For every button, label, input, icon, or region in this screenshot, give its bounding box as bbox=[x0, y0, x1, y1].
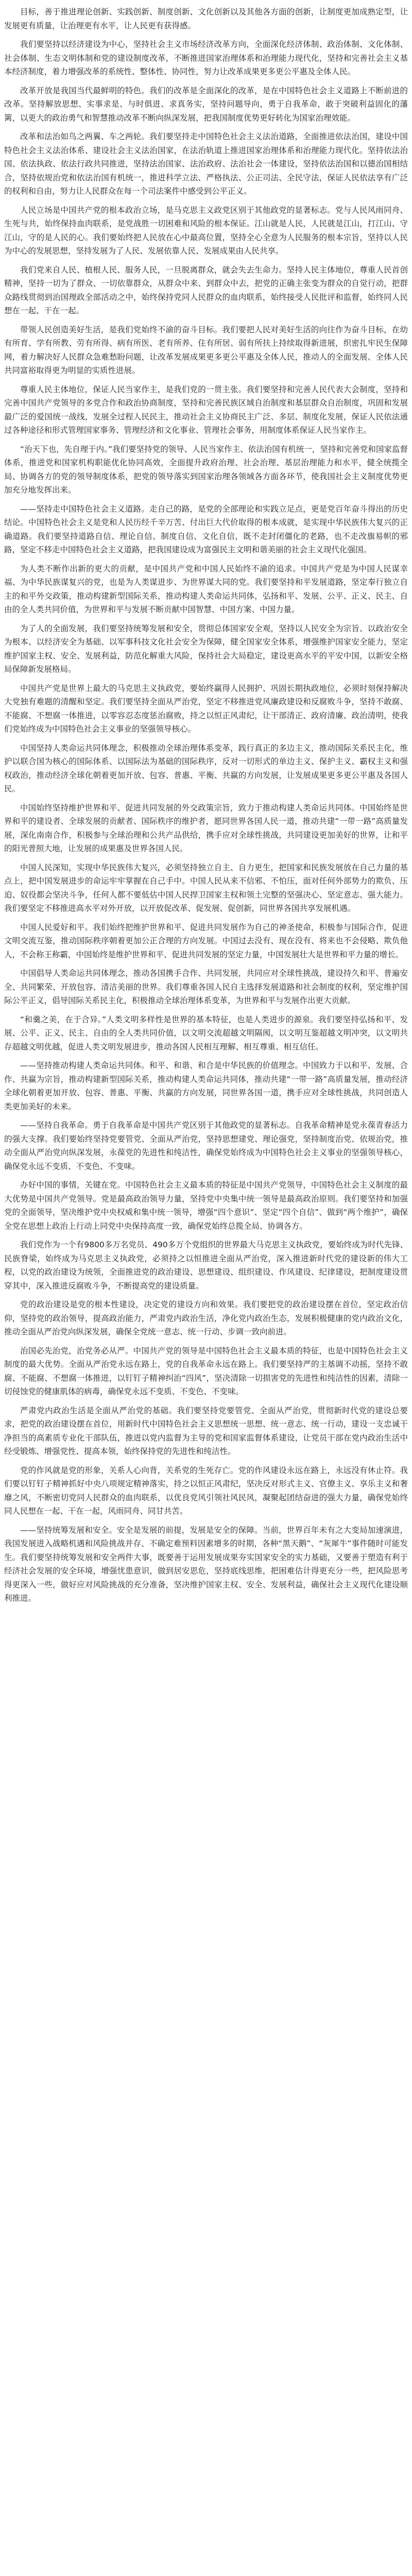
article-paragraph: 人民立场是中国共产党的根本政治立场，是马克思主义政党区别于其他政党的显著标志。党与人民风雨同舟、生死与共，始终保持血肉联系，是党战胜一切困难和风险的根本保证。江山就是人民，人民就是江山，打江山、守江山，守的是人民的心。我们要始终把人民放在心中最高位置，坚持全心全意为人民服务的根本宗旨，坚持以人民为中心的发展思想，坚持发展为了人民、发展依靠人民、发展成果由人民共享。 bbox=[4, 205, 408, 256]
article-paragraph: 中国始终坚持维护世界和平、促进共同发展的外交政策宗旨，致力于推动构建人类命运共同体。中国始终是世界和平的建设者、全球发展的贡献者、国际秩序的维护者，愿同世界各国人民一道，推动共建“一带一路”高质量发展，深化南南合作，积极参与全球治理和公共产品供给，携手应对全球性挑战，共同建设更加美好的世界，让和平的阳光普照大地，让发展的成果惠及世界各国人民。 bbox=[4, 803, 408, 853]
article-paragraph: ——坚持走中国特色社会主义道路。走自己的路，是党的全部理论和实践立足点，更是党百年奋斗得出的历史结论。中国特色社会主义是党和人民历经千辛万苦、付出巨大代价取得的根本成就，是实现中华民族伟大复兴的正确道路。我们要坚持道路自信、理论自信、制度自信、文化自信，既不走封闭僵化的老路，也不走改旗易帜的邪路，坚定不移走中国特色社会主义道路，把我国建设成为富强民主文明和谐美丽的社会主义现代化强国。 bbox=[4, 504, 408, 554]
article-paragraph: 党的作风就是党的形象，关系人心向背，关系党的生死存亡。党的作风建设永远在路上，永远没有休止符。我们要以钉钉子精神抓好中央八项规定精神落实，持之以恒正风肃纪，坚决反对形式主义、官僚主义、享乐主义和奢靡之风，不断密切党同人民群众的血肉联系，以优良党风引领社风民风，凝聚起团结奋进的强大力量，确保党始终同人民想在一起、干在一起，风雨同舟、同甘共苦。 bbox=[4, 1465, 408, 1516]
article-paragraph: 我们党作为一个有9800多万名党员、490多万个党组织的世界最大马克思主义执政党，要始终成为时代先锋、民族脊梁，始终成为马克思主义执政党，必须持之以恒推进全面从严治党，深入推进新时代党的建设新的伟大工程，以党的政治建设为统领，全面推进党的政治建设、思想建设、组织建设、作风建设、纪律建设，把制度建设贯穿其中，深入推进反腐败斗争，不断提高党的建设质量。 bbox=[4, 1240, 408, 1291]
article-paragraph: 中国倡导人类命运共同体理念，推动各国携手合作、共同发展，共同应对全球性挑战，建设持久和平、普遍安全、共同繁荣、开放包容、清洁美丽的世界。我们尊重各国人民自主选择发展道路和社会制度的权利，坚定维护国际公平正义，倡导国际关系民主化，积极推动全球治理体系变革，为世界和平与发展作出更大贡献。 bbox=[4, 969, 408, 1005]
article-paragraph: 我们党来自人民、植根人民、服务人民，一旦脱离群众，就会失去生命力。坚持人民主体地位，尊重人民首创精神，坚持一切为了群众、一切依靠群众，从群众中来、到群众中去，把党的正确主张变为群众的自觉行动，把群众路线贯彻到治国理政全部活动之中，始终保持党同人民群众的血肉联系，始终接受人民批评和监督，始终同人民想在一起、干在一起。 bbox=[4, 265, 408, 315]
article-paragraph: 中国人民爱好和平。我们始终把维护世界和平、促进共同发展作为自己的神圣使命，积极参与国际合作，促进文明交流互鉴，推动国际秩序朝着更加公正合理的方向发展。中国过去没有、现在没有、将来也不会侵略、欺负他人，不会称王称霸，中国始终是维护世界和平、促进共同发展的坚定力量，中国发展壮大是世界和平力量的增长。 bbox=[4, 922, 408, 959]
article-paragraph: 治国必先治党，治党务必从严。中国共产党的领导是中国特色社会主义最本质的特征，也是中国特色社会主义制度的最大优势。全面从严治党永远在路上，党的自我革命永远在路上。我们要坚持严的主基调不动摇，坚持不敢腐、不能腐、不想腐一体推进，以钉钉子精神纠治“四风”，坚决清除一切损害党的先进性和纯洁性的因素，清除一切侵蚀党的健康肌体的病毒，确保党永远不变质、不变色、不变味。 bbox=[4, 1346, 408, 1396]
article-paragraph: ——坚持推动构建人类命运共同体。和平、和谐、和合是中华民族的价值理念。中国致力于以和平、发展、合作、共赢为宗旨，推动构建新型国际关系，推动构建人类命运共同体，推动共建“一带一路”高质量发展，推动经济全球化朝着更加开放、包容、普惠、平衡、共赢的方向发展，同世界各国一道，携手应对全球性挑战，共同创造人类更加美好的未来。 bbox=[4, 1061, 408, 1111]
article-paragraph: ——坚持自我革命。勇于自我革命是中国共产党区别于其他政党的显著标志。自我革命精神是党永葆青春活力的强大支撑。我们要始终坚持党要管党、全面从严治党，坚持思想建党、理论强党，坚持制度治党、依规治党，推动全面从严治党向纵深发展，永葆党的先进性和纯洁性，确保党始终成为中国特色社会主义事业的坚强领导核心，确保党永远不变质、不变色、不变味。 bbox=[4, 1121, 408, 1171]
article-paragraph: 中国坚持人类命运共同体理念，积极推动全球治理体系变革，践行真正的多边主义，推动国际关系民主化，维护以联合国为核心的国际体系、以国际法为基础的国际秩序，反对一切形式的单边主义、保护主义、霸权主义和强权政治，推动经济全球化朝着更加开放、包容、普惠、平衡、共赢的方向发展，让发展成果更多更公平惠及各国人民。 bbox=[4, 743, 408, 793]
article-paragraph: 尊重人民主体地位，保证人民当家作主，是我们党的一贯主张。我们要坚持和完善人民代表大会制度，坚持和完善中国共产党领导的多党合作和政治协商制度，坚持和完善民族区域自治制度和基层群众自治制度，巩固和发展最广泛的爱国统一战线，发展全过程人民民主，推动社会主义协商民主广泛、多层、制度化发展，保证人民依法通过各种途径和形式管理国家事务、管理经济和文化事业、管理社会事务，用制度体系保证人民当家作主。 bbox=[4, 384, 408, 435]
article-paragraph: 为人类不断作出新的更大的贡献，是中国共产党和中国人民始终不渝的追求。中国共产党是为中国人民谋幸福、为中华民族谋复兴的党，也是为人类谋进步、为世界谋大同的党。我们要坚持和平发展道路，坚定奉行独立自主的和平外交政策，推动构建新型国际关系，推动构建人类命运共同体，弘扬和平、发展、公平、正义、民主、自由的全人类共同价值，为世界和平与发展不断贡献中国智慧、中国方案、中国力量。 bbox=[4, 564, 408, 614]
article-paragraph: 改革开放是我国当代最鲜明的特色。我们的改革是全面深化的改革，是在中国特色社会主义道路上不断前进的改革。坚持解放思想、实事求是、与时俱进、求真务实，坚持问题导向，勇于自我革命，敢于突破利益固化的藩篱，以更大的政治勇气和智慧推动改革不断向纵深发展，把我国制度优势更好转化为国家治理效能。 bbox=[4, 86, 408, 123]
article-paragraph: “和羹之美，在于合异。”人类文明多样性是世界的基本特征，也是人类进步的源泉。我们要坚持弘扬和平、发展、公平、正义、民主、自由的全人类共同价值，以文明交流超越文明隔阂，以文明互鉴超越文明冲突，以文明共存超越文明优越，促进人类文明发展进步，推动各国人民相互理解、相互尊重、相互信任。 bbox=[4, 1014, 408, 1052]
article-paragraph: 目标，善于推进理论创新、实践创新、制度创新、文化创新以及其他各方面的创新，让制度更加成熟定型，让发展更有质量，让治理更有水平，让人民更有获得感。 bbox=[4, 7, 408, 30]
article-paragraph: 办好中国的事情，关键在党。中国特色社会主义最本质的特征是中国共产党领导，中国特色社会主义制度的最大优势是中国共产党领导。党是最高政治领导力量，坚持党中央集中统一领导是最高政治原则。我们要坚持和加强党的全面领导，坚决维护党中央权威和集中统一领导，增强“四个意识”、坚定“四个自信”、做到“两个维护”，确保全党在思想上政治上行动上同党中央保持高度一致，确保党始终总揽全局、协调各方。 bbox=[4, 1180, 408, 1231]
article-paragraph: 党的政治建设是党的根本性建设，决定党的建设方向和效果。我们要把党的政治建设摆在首位，坚定政治信仰，坚持党的政治领导，提高政治能力，严肃党内政治生活，净化党内政治生态，发展积极健康的党内政治文化，推动全面从严治党向纵深发展，确保全党统一意志、统一行动、步调一致向前进。 bbox=[4, 1300, 408, 1336]
article-paragraph: 中国共产党是世界上最大的马克思主义执政党，要始终赢得人民拥护、巩固长期执政地位，必须时刻保持解决大党独有难题的清醒和坚定。我们要坚持全面从严治党，坚定不移推进党风廉政建设和反腐败斗争，坚持不敢腐、不能腐、不想腐一体推进，以零容忍态度惩治腐败，持之以恒正风肃纪，让干部清正、政府清廉、政治清明，使我们党始终成为中国特色社会主义事业的坚强领导核心。 bbox=[4, 683, 408, 734]
article-paragraph: 改革和法治如鸟之两翼、车之两轮。我们要坚持走中国特色社会主义法治道路，全面推进依法治国，建设中国特色社会主义法治体系、建设社会主义法治国家，在法治轨道上推进国家治理体系和治理能力现代化。坚持依法治国、依法执政、依法行政共同推进，坚持法治国家、法治政府、法治社会一体建设，坚持依法治国和以德治国相结合，坚持依规治党和依法治国有机统一，推进科学立法、严格执法、公正司法、全民守法，保证人民依法享有广泛的权利和自由，努力让人民群众在每一个司法案件中感受到公平正义。 bbox=[4, 132, 408, 196]
article-paragraph: 带领人民创造美好生活，是我们党始终不渝的奋斗目标。我们要把人民对美好生活的向往作为奋斗目标，在幼有所育、学有所教、劳有所得、病有所医、老有所养、住有所居、弱有所扶上持续取得新进展，织密扎牢民生保障网，着力解决好人民群众急难愁盼问题，让改革发展成果更多更公平惠及全体人民，推动人的全面发展、全体人民共同富裕取得更为明显的实质性进展。 bbox=[4, 325, 408, 375]
article-paragraph: 我们要坚持以经济建设为中心，坚持社会主义市场经济改革方向，全面深化经济体制、政治体制、文化体制、社会体制、生态文明体制和党的建设制度改革，不断推进国家治理体系和治理能力现代化，坚持和完善社会主义基本经济制度，着力增强改革的系统性、整体性、协同性，努力让改革成果更多更公平惠及全体人民。 bbox=[4, 40, 408, 76]
article-paragraph: “治天下也，先自理于内。”我们要坚持党的领导、人民当家作主、依法治国有机统一，坚持和完善党和国家监督体系，推进党和国家机构职能优化协同高效，全面提升政府治理、社会治理、基层治理能力和水平，健全统揽全局、协调各方的党的领导制度体系，把党的领导落实到国家治理各领域各方面各环节，使我国社会主义制度优势更加充分地发挥出来。 bbox=[4, 444, 408, 495]
article-paragraph: 中国人民深知，实现中华民族伟大复兴，必须坚持独立自主、自力更生，把国家和民族发展放在自己力量的基点上，把中国发展进步的命运牢牢掌握在自己手中。中国人民从来不信邪、不怕压，面对任何外部势力的欺负、压迫、奴役都会坚决斗争，任何人都不要低估中国人民捍卫国家主权和领土完整的坚强决心、坚定意志、强大能力。我们要坚定不移推进高水平对外开放，以开放促改革、促发展、促创新，同世界各国共享发展机遇。 bbox=[4, 862, 408, 913]
article-paragraph: 严肃党内政治生活是全面从严治党的基础。我们要坚持党要管党、全面从严治党，贯彻新时代党的建设总要求，把党的政治建设摆在首位，用新时代中国特色社会主义思想统一思想、统一意志、统一行动，建设一支忠诚干净担当的高素质专业化干部队伍，推进以党内监督为主导的党和国家监督体系建设，让党员干部在党内政治生活中经受锻炼、增强党性、提高本领，始终保持党的先进性和纯洁性。 bbox=[4, 1405, 408, 1456]
article-paragraph: ——坚持统筹发展和安全。安全是发展的前提，发展是安全的保障。当前，世界百年未有之大变局加速演进，我国发展进入战略机遇和风险挑战并存、不确定难预料因素增多的时期，各种“黑天鹅”、“灰犀牛”事件随时可能发生。我们要坚持统筹发展和安全两件大事，既要善于运用发展成果夯实国家安全的实力基础，又要善于塑造有利于经济社会发展的安全环境，增强忧患意识，做到居安思危，坚持底线思维，把困难估计得更充分一些，把风险思考得更深入一些，做好应对风险挑战的充分准备，坚决维护国家主权、安全、发展利益，确保社会主义现代化建设顺利推进。 bbox=[4, 1525, 408, 1603]
article-paragraph: 为了人的全面发展，我们要坚持统筹发展和安全，贯彻总体国家安全观，坚持以人民安全为宗旨、以政治安全为根本、以经济安全为基础、以军事科技文化社会安全为保障，健全国家安全体系，增强维护国家安全能力，坚定维护国家主权、安全、发展利益，防范化解重大风险，保持社会大局稳定，建设更高水平的平安中国，以新安全格局保障新发展格局。 bbox=[4, 623, 408, 674]
